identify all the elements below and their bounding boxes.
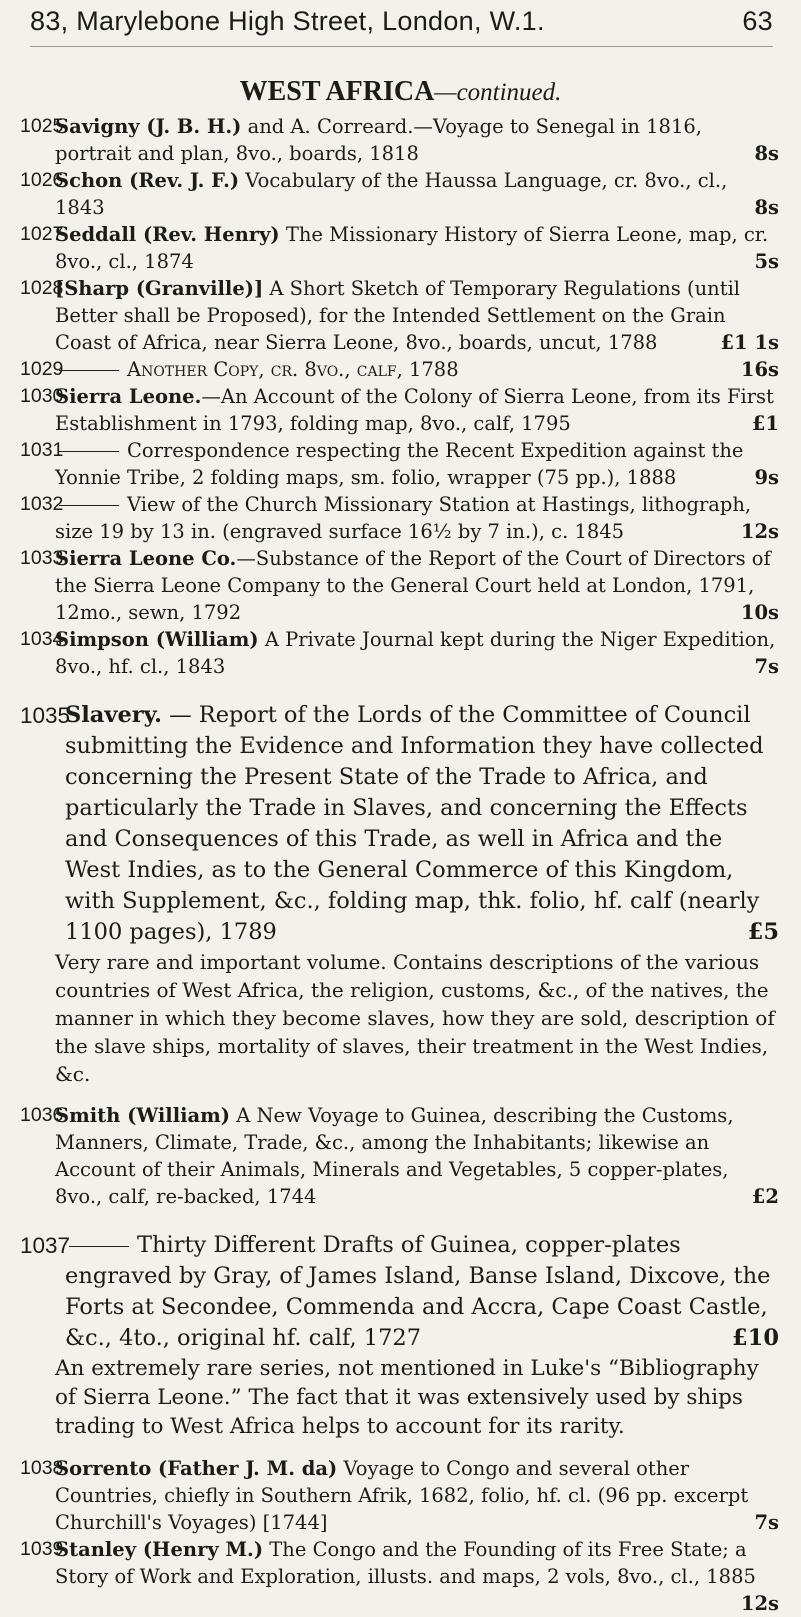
section-continued: —continued. [434,79,562,106]
catalogue-entry [20,626,779,680]
ditto-rule [59,370,119,371]
entry-list [20,113,779,1617]
entry-description: View of the Church Missionary Station at Hastings, lithograph, size 19 by 13 in. (engraved surface 16½ by 7 in.), c. 1845 [55,493,752,543]
catalogue-entry [20,383,779,437]
catalogue-entry [20,275,779,356]
entry-price: £1 1s [720,331,779,354]
catalogue-entry [20,491,779,545]
entry-number: 1030 [20,385,64,407]
catalogue-entry [20,700,779,948]
entry-price: 8s [754,196,779,219]
entry-description: Voyage to Congo and several other Countries, chiefly in Southern Afrik, 1682, folio, hf. cl. (96 pp. excerpt Churchill's Voyages) [1744] [55,1457,749,1534]
catalogue-entry [20,113,779,167]
entry-number: 1031 [20,439,64,461]
catalogue-entry [20,437,779,491]
entry-heading: Simpson (William) [55,628,259,651]
entry-heading: Smith (William) [55,1104,231,1127]
entry-number: 1033 [20,547,64,569]
entry-price: £1 [751,412,779,435]
entry-description: —An Account of the Colony of Sierra Leone, from its First Establishment in 1793, folding map, 8vo., calf, 1795 [55,385,774,435]
entry-number: 1036 [20,1104,64,1126]
catalogue-entry [20,167,779,221]
entry-description: The Missionary History of Sierra Leone, map, cr. 8vo., cl., 1874 [55,223,769,273]
entry-description: The Congo and the Founding of its Free State; a Story of Work and Exploration, illusts. and maps, 2 vols, 8vo., cl., 1885 [55,1538,756,1588]
entry-price: 5s [754,250,779,273]
entry-heading: Schon (Rev. J. F.) [55,169,240,192]
entry-price: £2 [751,1185,779,1208]
entry-number: 1034 [20,628,64,650]
entry-price: 12s [740,520,779,543]
ditto-rule [69,1246,129,1247]
entry-description: —Substance of the Report of the Court of Directors of the Sierra Leone Company to the General Court held at London, 1791, 12mo., sewn, 1792 [55,547,771,624]
entry-description: — Report of the Lords of the Committee of Council submitting the Evidence and Information they have collected concerning the Present State of the Trade to Africa, and particularly the Trade in Slaves, and concerning the Effects and Consequences of this Trade, as well in Africa and the West Indies, as to the General Commerce of this Kingdom, with Supplement, &c., folding map, thk. folio, hf. calf (nearly 1100 pages), 1789 [65,702,764,945]
header-address: 83, Marylebone High Street, London, W.1. [30,6,545,36]
catalogue-entry [20,1102,779,1210]
entry-note: An extremely rare series, not mentioned in Luke's “Bibliography of Sierra Leone.” The fact that it was extensively used by ships trading to West Africa helps to account for its rarity. [55,1356,759,1439]
entry-price: 12s [740,1592,779,1615]
entry-price: £5 [747,919,779,945]
entry-number: 1025 [20,115,64,137]
page-header [30,6,773,37]
catalogue-entry [20,356,779,383]
entry-description: Thirty Different Drafts of Guinea, copper-plates engraved by Gray, of James Island, Banse Island, Dixcove, the Forts at Secondee, Commenda and Accra, Cape Coast Castle, &c., 4to., original hf. calf, 1727 [65,1232,771,1351]
entry-heading: Sierra Leone Co. [55,547,237,570]
entry-description: Correspondence respecting the Recent Expedition against the Yonnie Tribe, 2 folding maps, sm. folio, wrapper (75 pp.), 1888 [55,439,744,489]
entry-description: A New Voyage to Guinea, describing the Customs, Manners, Climate, Trade, &c., among the Inhabitants; likewise an Account of their Animals, Minerals and Vegetables, 5 copper-plates, 8vo., calf, re-backed, 1744 [55,1104,734,1208]
entry-number: 1032 [20,493,64,515]
entry-price: 9s [754,466,779,489]
entry-number: 1029 [20,358,64,380]
entry-number: 1037 [20,1233,71,1258]
page-number: 63 [742,6,773,36]
entry-number: 1035 [20,703,71,728]
entry-heading: Sierra Leone. [55,385,202,408]
entry-heading: Slavery. [65,702,162,728]
catalogue-entry [20,221,779,275]
entry-heading: Sorrento (Father J. M. da) [55,1457,338,1480]
entry-price: 16s [740,358,779,381]
entry-heading: Stanley (Henry M.) [55,1538,264,1561]
entry-number: 1039 [20,1538,64,1560]
section-title [0,76,801,108]
entry-number: 1027 [20,223,64,245]
entry-number: 1038 [20,1457,64,1479]
entry-description: A Short Sketch of Temporary Regulations (until Better shall be Proposed), for the Intended Settlement on the Grain Coast of Africa, near Sierra Leone, 8vo., boards, uncut, 1788 [55,277,741,354]
entry-description: Another Copy, cr. 8vo., calf, 1788 [127,358,459,381]
entry-price: 7s [754,1511,779,1534]
catalogue-entry [20,545,779,626]
entry-note: Very rare and important volume. Contains descriptions of the various countries of West Africa, the religion, customs, &c., of the natives, the manner in which they become slaves, how they are sold, description of the slave ships, mortality of slaves, their treatment in the West Indies, &c. [55,950,775,1086]
header-rule [30,46,773,47]
ditto-rule [59,505,119,506]
entry-description: A Private Journal kept during the Niger Expedition, 8vo., hf. cl., 1843 [55,628,776,678]
catalogue-entry [20,1230,779,1354]
entry-number: 1026 [20,169,64,191]
section-heading: WEST AFRICA [239,76,435,107]
ditto-rule [59,451,119,452]
entry-description: and A. Correard.—Voyage to Senegal in 1816, portrait and plan, 8vo., boards, 1818 [55,115,702,165]
catalogue-entry [20,1536,779,1615]
entry-price: 7s [754,655,779,678]
entry-heading: Seddall (Rev. Henry) [55,223,280,246]
entry-heading: [Sharp (Granville)] [55,277,264,300]
entry-price: £10 [732,1325,779,1351]
entry-number: 1028 [20,277,64,299]
entry-heading: Savigny (J. B. H.) [55,115,242,138]
entry-price: 8s [754,142,779,165]
catalogue-entry [20,1455,779,1536]
entry-description: Vocabulary of the Haussa Language, cr. 8vo., cl., 1843 [55,169,728,219]
entry-price: 10s [740,601,779,624]
